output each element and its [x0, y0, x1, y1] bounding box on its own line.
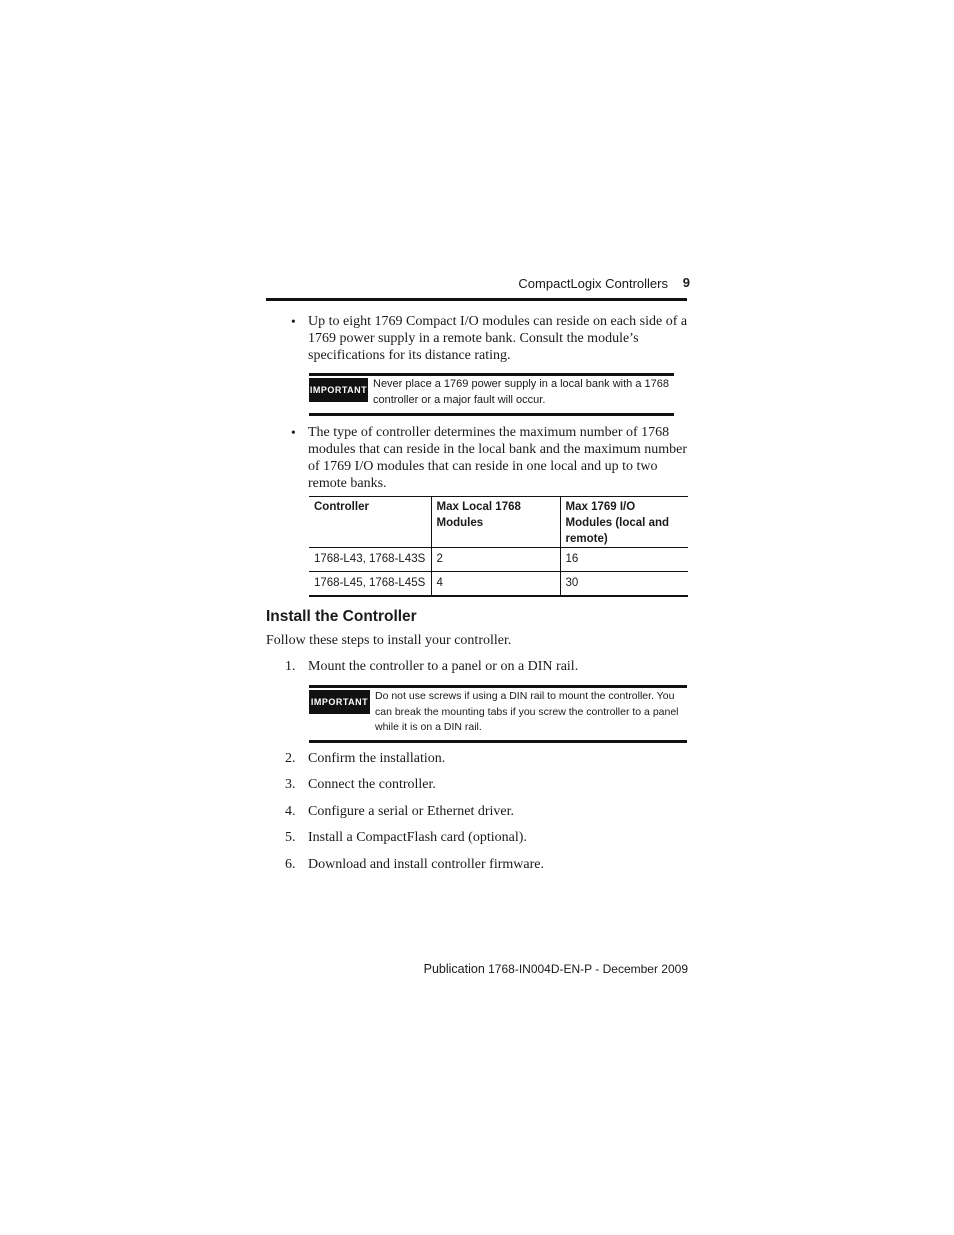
important-badge: IMPORTANT — [309, 690, 370, 714]
step-number: 2. — [285, 751, 296, 766]
table-cell: 2 — [431, 548, 560, 572]
important-text: Do not use screws if using a DIN rail to mount the controller. You can break the mounting tabs if you screw the controller to a panel while it is on a DIN rail. — [375, 690, 679, 733]
footer-publication-code: 1768-IN004D-EN-P - December 2009 — [488, 962, 688, 976]
bullet-paragraph: The type of controller determines the maximum number of 1768 modules that can reside in the local bank and the maximum number of 1769 I/O modules that can reside in one local and up to two remote banks. — [308, 425, 688, 491]
table-header-cell: Controller — [309, 497, 431, 548]
step-number: 6. — [285, 857, 296, 872]
step-text: Connect the controller. — [308, 777, 436, 792]
table-cell: 30 — [560, 572, 688, 597]
table-cell: 4 — [431, 572, 560, 597]
running-header-title: CompactLogix Controllers — [518, 276, 668, 291]
table-header-cell: Max Local 1768 Modules — [431, 497, 560, 548]
step-number: 3. — [285, 777, 296, 792]
bullet-marker: • — [291, 425, 296, 440]
step-number: 4. — [285, 804, 296, 819]
controller-modules-table — [309, 496, 688, 597]
important-rule-bottom — [309, 740, 687, 743]
important-rule-bottom — [309, 413, 674, 416]
footer-label: Publication — [423, 962, 485, 976]
step-text: Install a CompactFlash card (optional). — [308, 830, 527, 845]
step-text: Confirm the installation. — [308, 751, 446, 766]
step-number: 5. — [285, 830, 296, 845]
important-text: Never place a 1769 power supply in a local bank with a 1768 controller or a major fault will occur. — [373, 378, 669, 406]
important-rule-top — [309, 373, 674, 376]
table-cell: 16 — [560, 548, 688, 572]
table-row — [309, 548, 688, 572]
step-text: Mount the controller to a panel or on a DIN rail. — [308, 659, 579, 674]
step-text: Configure a serial or Ethernet driver. — [308, 804, 515, 819]
page-number: 9 — [682, 275, 690, 290]
table-row — [309, 572, 688, 597]
table-header-row — [309, 497, 688, 548]
publication-footer — [380, 962, 688, 976]
section-heading: Install the Controller — [266, 608, 417, 625]
bullet-marker: • — [291, 314, 296, 329]
step-number: 1. — [285, 659, 296, 674]
bullet-paragraph: Up to eight 1769 Compact I/O modules can reside on each side of a 1769 power supply in a remote bank. Consult the module’s specifications for its distance rating. — [308, 314, 688, 363]
table-header-cell: Max 1769 I/O Modules (local and remote) — [560, 497, 688, 548]
table-cell: 1768-L43, 1768-L43S — [309, 548, 431, 572]
important-badge: IMPORTANT — [309, 378, 368, 402]
table-cell: 1768-L45, 1768-L45S — [309, 572, 431, 597]
header-rule — [266, 298, 687, 301]
section-intro: Follow these steps to install your controller. — [266, 633, 512, 648]
important-rule-top — [309, 685, 687, 688]
step-text: Download and install controller firmware. — [308, 857, 544, 872]
